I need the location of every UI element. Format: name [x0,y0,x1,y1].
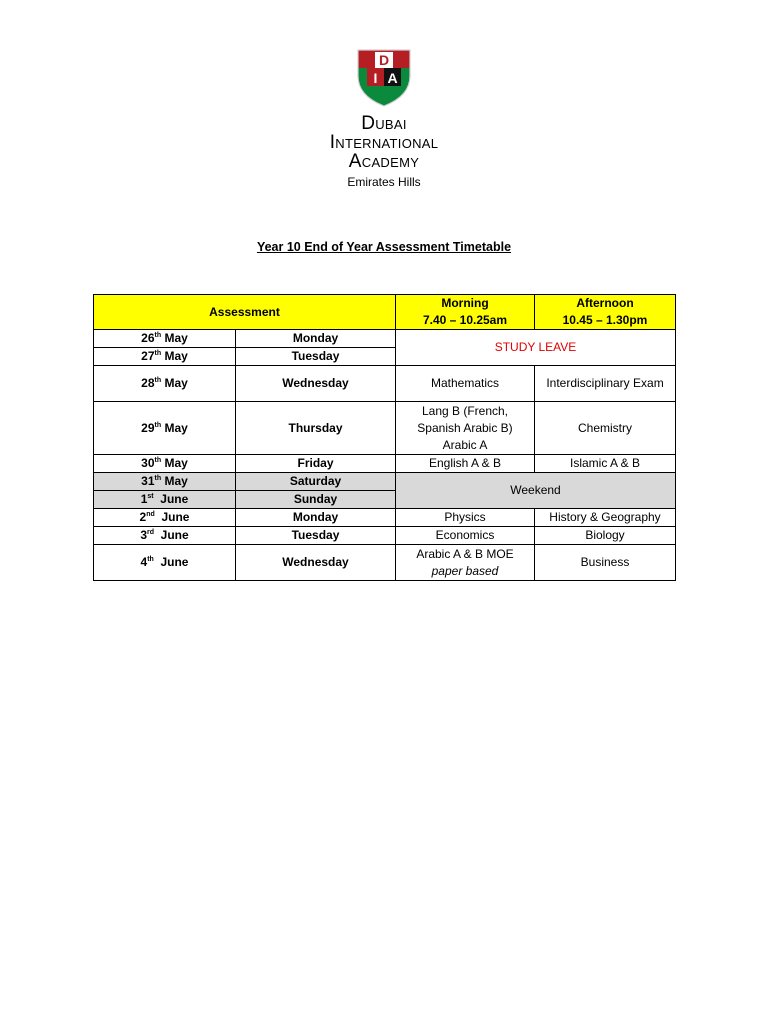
header-morning [396,295,535,330]
header-afternoon-label: Afternoon [576,296,634,310]
school-logo [0,46,768,192]
header-morning-time: 7.40 – 10.25am [422,313,508,327]
morning-exam-line: Spanish Arabic B) [417,420,513,435]
weekday-cell: Tuesday [236,348,396,366]
date-cell: 28th May [94,366,236,402]
weekday-cell: Monday [236,330,396,348]
school-wordmark [0,114,768,192]
logo-letter-a: A [387,70,398,86]
wordmark-campus: Emirates Hills [347,175,421,189]
date-cell: 30th May [94,455,236,473]
date-cell: 2nd June [94,509,236,527]
header-assessment: Assessment [94,295,396,330]
morning-exam-note: paper based [431,563,499,578]
weekday-cell: Wednesday [236,366,396,402]
date-cell: 27th May [94,348,236,366]
afternoon-exam-cell: History & Geography [535,509,676,527]
wordmark-line-2: International [329,132,439,153]
page-title: Year 10 End of Year Assessment Timetable [256,240,512,254]
weekday-cell: Saturday [236,473,396,491]
table-row [94,455,676,473]
weekday-cell: Sunday [236,491,396,509]
afternoon-exam-cell: Interdisciplinary Exam [535,366,676,402]
assessment-timetable [93,294,676,581]
header-afternoon [535,295,676,330]
weekday-cell: Monday [236,509,396,527]
header-morning-label: Morning [441,296,489,310]
wordmark-line-1: Dubai [361,113,407,134]
afternoon-exam-cell: Biology [535,527,676,545]
weekday-cell: Tuesday [236,527,396,545]
date-cell: 4th June [94,545,236,581]
logo-letter-d: D [378,52,390,68]
weekday-cell: Wednesday [236,545,396,581]
date-cell: 29th May [94,402,236,455]
afternoon-exam-cell: Chemistry [535,402,676,455]
morning-exam-line: Arabic A & B MOE [416,546,514,561]
morning-exam-cell [396,545,535,581]
afternoon-exam-cell: Business [535,545,676,581]
table-row [94,527,676,545]
weekend-cell: Weekend [396,473,676,509]
afternoon-exam-cell: Islamic A & B [535,455,676,473]
table-row [94,509,676,527]
morning-exam-cell: English A & B [396,455,535,473]
table-row [94,330,676,348]
dia-shield-icon [354,46,414,108]
study-leave-cell: STUDY LEAVE [396,330,676,366]
morning-exam-line: Arabic A [442,437,488,452]
date-cell: 26th May [94,330,236,348]
header-afternoon-time: 10.45 – 1.30pm [562,313,648,327]
morning-exam-line: Lang B (French, [421,403,509,418]
table-row [94,402,676,455]
date-cell: 1st June [94,491,236,509]
weekday-cell: Thursday [236,402,396,455]
morning-exam-cell: Mathematics [396,366,535,402]
logo-letter-i: I [373,70,378,86]
weekday-cell: Friday [236,455,396,473]
morning-exam-cell [396,402,535,455]
morning-exam-cell: Economics [396,527,535,545]
date-cell: 3rd June [94,527,236,545]
wordmark-line-3: Academy [348,151,420,172]
header-row [94,295,676,330]
date-cell: 31th May [94,473,236,491]
table-row [94,545,676,581]
morning-exam-cell: Physics [396,509,535,527]
table-row [94,473,676,491]
table-row [94,366,676,402]
